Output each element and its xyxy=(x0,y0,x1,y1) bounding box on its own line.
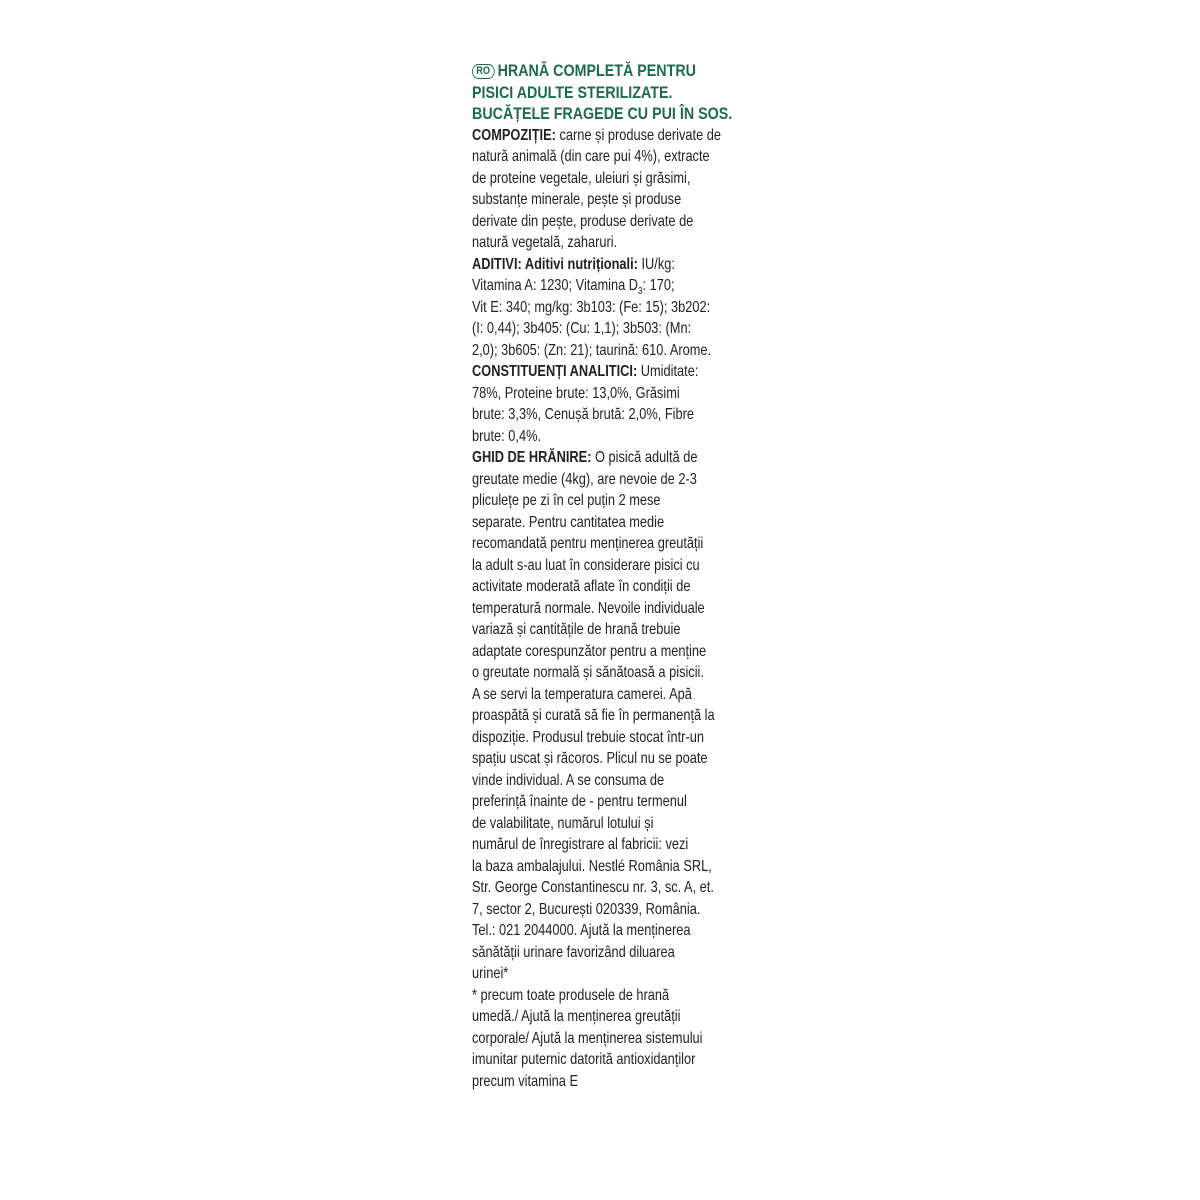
feeding-heading: GHID DE HRĂNIRE: xyxy=(472,449,592,466)
footnote-line: imunitar puternic datorită antioxidanților xyxy=(472,1051,696,1068)
analytics-heading: CONSTITUENȚI ANALITICI: xyxy=(472,363,638,380)
feeding-line: adaptate corespunzător pentru a menține xyxy=(472,642,707,660)
footnote-line: umedă./ Ajută la menținerea greutății xyxy=(472,1008,681,1025)
feeding-line: urinei* xyxy=(472,965,509,982)
analytics-line: 78%, Proteine brute: 13,0%, Grăsimi xyxy=(472,384,680,402)
language-badge: RO xyxy=(472,64,494,79)
feeding-line: la baza ambalajului. Nestlé România SRL, xyxy=(472,857,712,875)
title-line-1: RO HRANĂ COMPLETĂ PENTRU xyxy=(472,60,734,82)
feeding-line: Tel.: 021 2044000. Ajută la menținerea xyxy=(472,922,691,939)
feeding-line: proaspătă și curată să fie în permanență la xyxy=(472,707,715,724)
feeding-line: vinde individual. A se consuma de xyxy=(472,771,665,789)
analytics-line: brute: 0,4%. xyxy=(472,427,542,445)
additives-heading: ADITIVI: Aditivi nutriționali: xyxy=(472,255,638,273)
composition-line: natură animală (din care pui 4%), extracte xyxy=(472,148,710,165)
feeding-line: la adult s-au luat în considerare pisici cu xyxy=(472,556,700,574)
feeding-line: separate. Pentru cantitatea medie xyxy=(472,513,665,531)
analytics-line: brute: 3,3%, Cenușă brută: 2,0%, Fibre xyxy=(472,406,694,423)
additives-line: 2,0); 3b605: (Zn: 21); taurină: 610. Arome. xyxy=(472,341,712,359)
feeding-line: 7, sector 2, București 020339, România. xyxy=(472,900,701,918)
product-label xyxy=(472,60,734,1092)
feeding-line: GHID DE HRĂNIRE: O pisică adultă de xyxy=(472,449,698,466)
feeding-line: numărul de înregistrare al fabricii: vezi xyxy=(472,836,689,853)
composition-line: de proteine vegetale, uleiuri și grăsimi, xyxy=(472,169,691,187)
composition-line: natură vegetală, zaharuri. xyxy=(472,234,618,251)
footnote-line: corporale/ Ajută la menținerea sistemului xyxy=(472,1029,703,1047)
additives-line: Vitamina A: 1230; Vitamina $D_3$: 170; xyxy=(472,277,675,298)
additives-line: ADITIVI: Aditivi nutriționali: IU/kg: xyxy=(472,255,675,273)
feeding-line: preferință înainte de - pentru termenul xyxy=(472,793,687,810)
composition-line: substanțe minerale, pește și produse xyxy=(472,191,682,208)
feeding-line: greutate medie (4kg), are nevoie de 2-3 xyxy=(472,470,697,488)
composition-line: COMPOZIȚIE: carne și produse derivate de xyxy=(472,126,721,144)
feeding-line: A se servi la temperatura camerei. Apă xyxy=(472,685,692,703)
feeding-line: activitate moderată aflate în condiții de xyxy=(472,578,691,595)
feeding-line: temperatură normale. Nevoile individuale xyxy=(472,599,705,617)
feeding-line: de valabilitate, numărul lotului și xyxy=(472,814,654,832)
footnote-line: * precum toate produsele de hrană xyxy=(472,986,670,1004)
composition-line: derivate din pește, produse derivate de xyxy=(472,212,694,230)
product-title xyxy=(472,60,734,125)
label-body xyxy=(472,125,732,1093)
title-line-3: BUCĂȚELE FRAGEDE CU PUI ÎN SOS. xyxy=(472,104,733,123)
feeding-line: Str. George Constantinescu nr. 3, sc. A, et. xyxy=(472,879,714,896)
feeding-line: spațiu uscat și răcoros. Plicul nu se poate xyxy=(472,750,708,767)
additives-line: (I: 0,44); 3b405: (Cu: 1,1); 3b503: (Mn: xyxy=(472,320,692,337)
feeding-line: variază și cantitățile de hrană trebuie xyxy=(472,621,681,638)
title-line-2: PISICI ADULTE STERILIZATE. xyxy=(472,82,673,102)
feeding-line: sănătății urinare favorizând diluarea xyxy=(472,943,675,961)
additives-line: Vit E: 340; mg/kg: 3b103: (Fe: 15); 3b202: xyxy=(472,298,711,316)
feeding-line: o greutate normală și sănătoasă a pisicii. xyxy=(472,664,704,681)
feeding-line: dispoziție. Produsul trebuie stocat într-un xyxy=(472,728,704,746)
footnote-line: precum vitamina E xyxy=(472,1072,578,1090)
feeding-line: recomandată pentru menținerea greutății xyxy=(472,535,704,552)
analytics-line: CONSTITUENȚI ANALITICI: Umiditate: xyxy=(472,363,699,380)
feeding-line: pliculețe pe zi în cel puțin 2 mese xyxy=(472,492,661,509)
composition-heading: COMPOZIȚIE: xyxy=(472,126,556,144)
